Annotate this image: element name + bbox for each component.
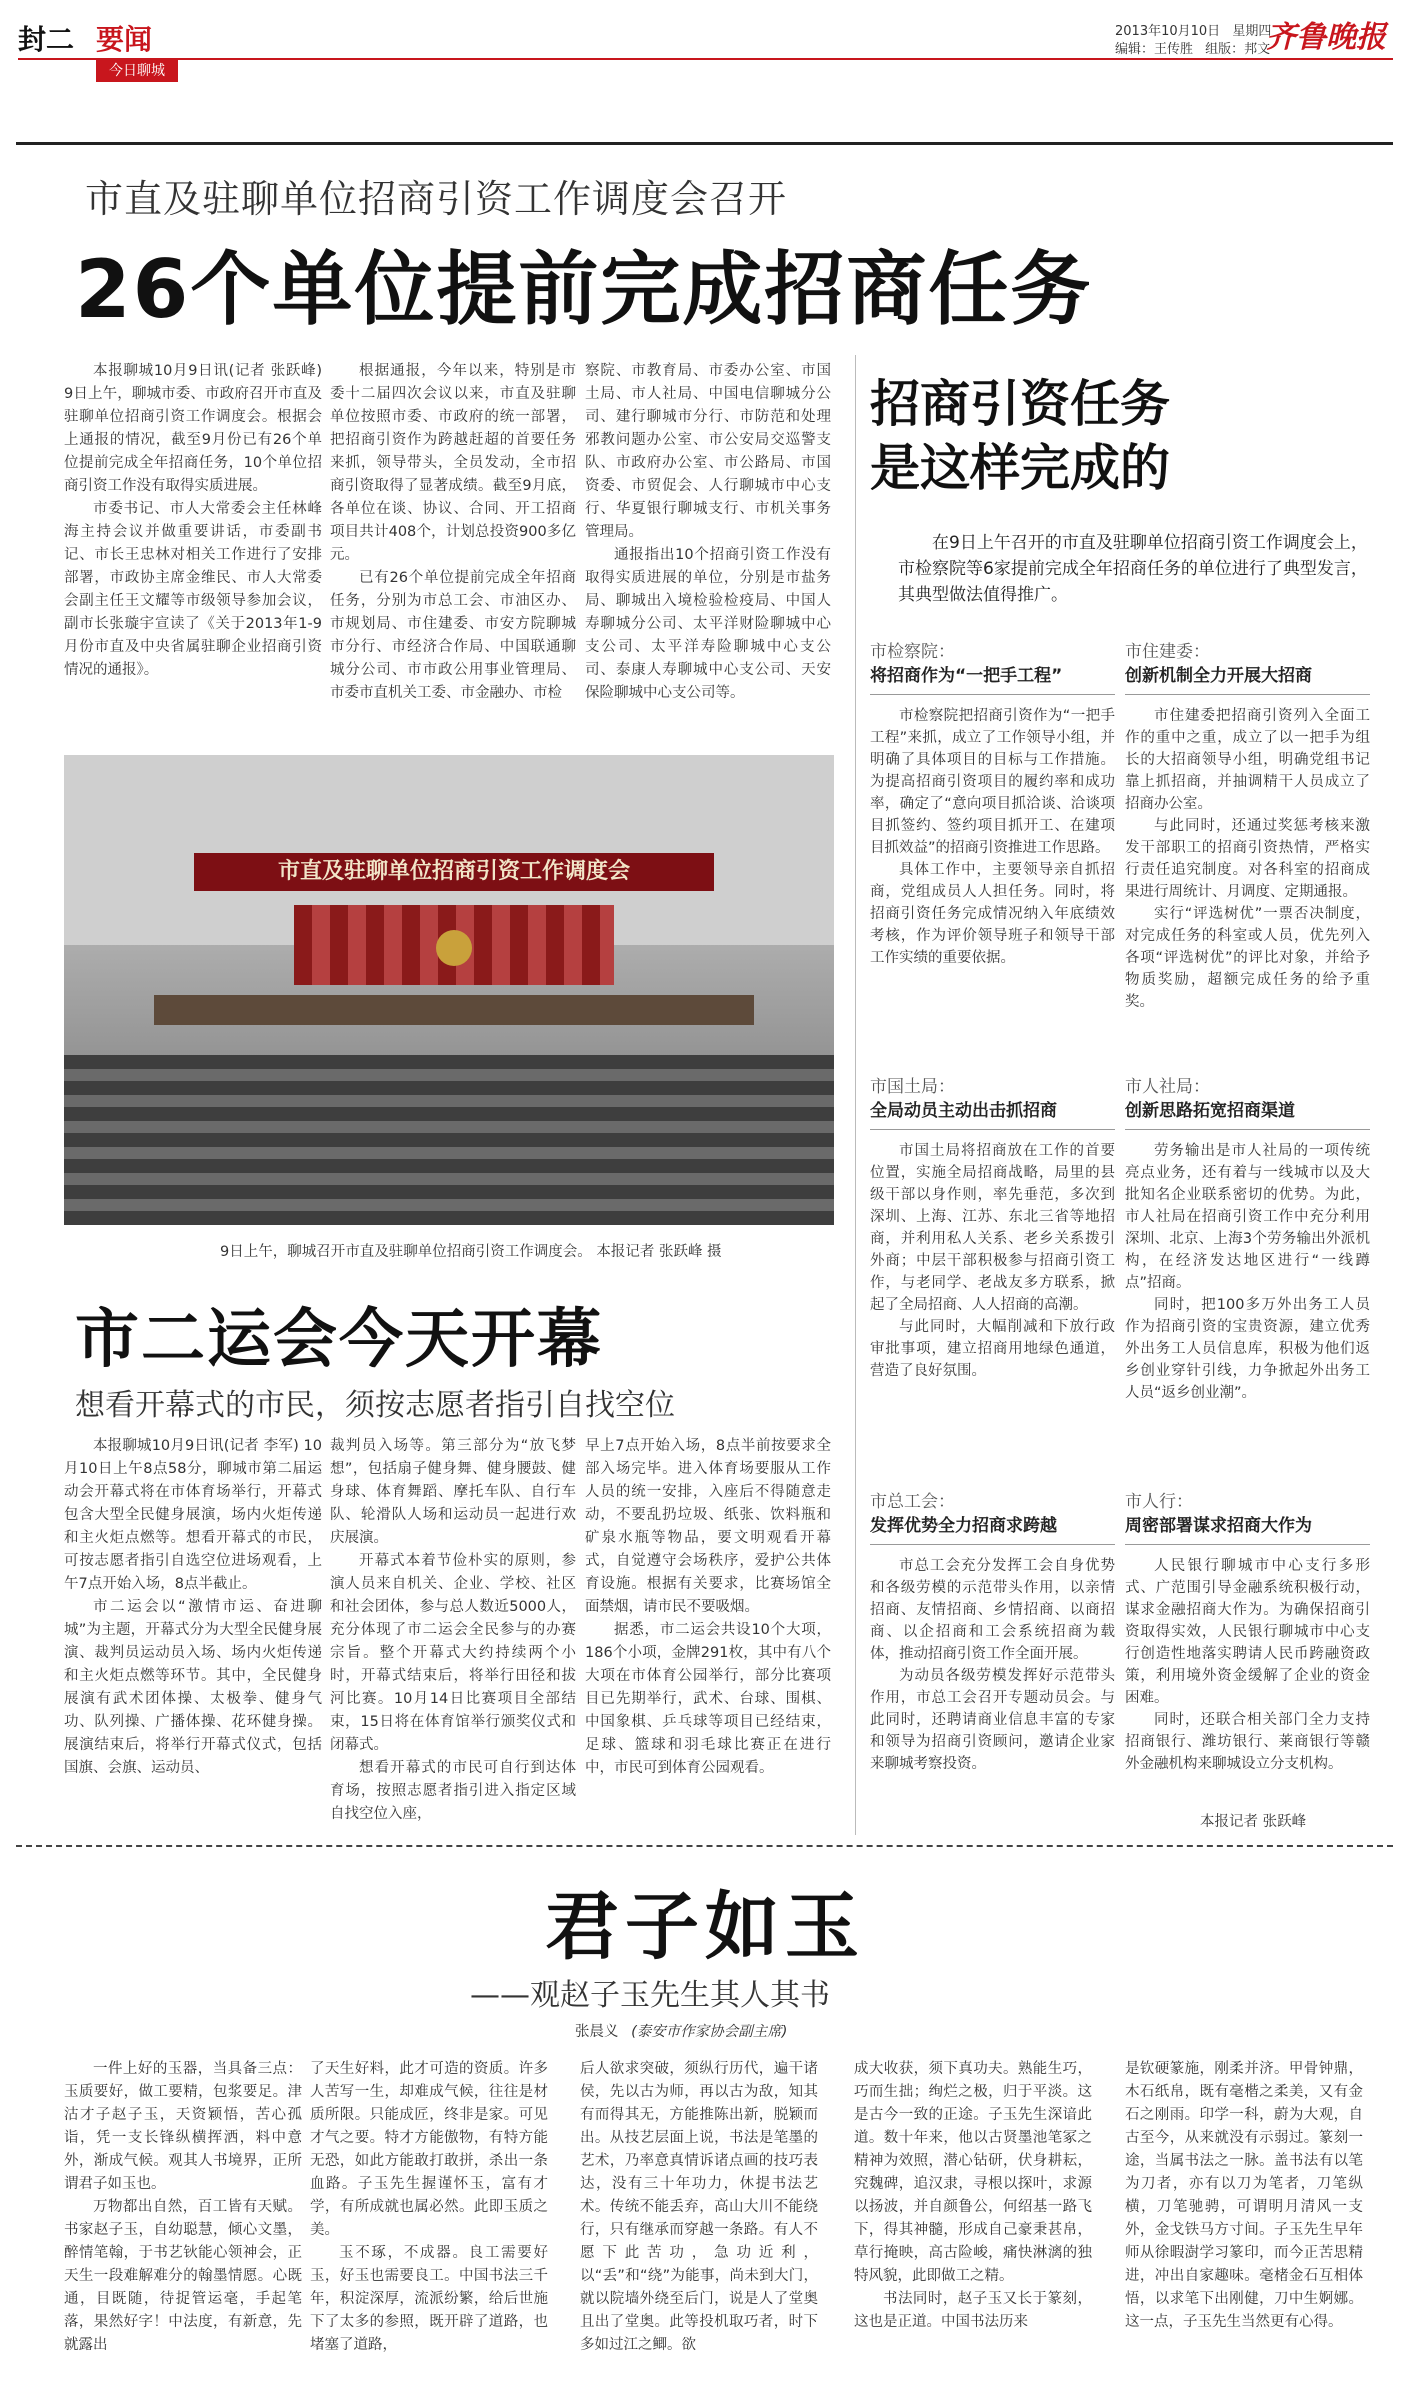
sidebar-item-hr xyxy=(1125,1075,1370,1480)
sidebar-item-union xyxy=(870,1490,1115,1835)
paragraph: 玉不琢，不成器。良工需要好玉，好玉也需要良工。中国书法三千年，积淀深厚，流派纷繁，给后世施下了太多的参照，既开辟了道路，也堵塞了道路， xyxy=(310,2245,548,2353)
author-name: 张晨义 xyxy=(575,2024,619,2040)
paragraph: 市二运会以“激情市运、奋进聊城”为主题，开幕式分为大型全民健身展演、裁判员运动员入场、场内火炬传递和主火炬点燃等环节。其中，全民健身展演有武术团体操、太极拳、健身气功、队列操、广播体操、花环健身操。展演结束后，将举行开幕式仪式，包括国旗、会旗、运动员、 xyxy=(64,1599,322,1776)
article3-column-4 xyxy=(854,2058,1092,2376)
article3-column-2 xyxy=(310,2058,548,2376)
paragraph: 是钦硬篆施，刚柔并济。甲骨钟鼎，木石纸帛，既有毫楷之柔美，又有金石之刚雨。印学一科，蔚为大观，自古至今，从来就没有示弱过。篆刻一途，当属书法之一脉。盖书法有以笔为刀者，亦有以刀为笔者，刀笔纵横，刀笔驰骋，可谓明月清风一支外，金戈铁马方寸间。子玉先生早年师从徐暇澍学习篆印，而今正苦思精进，冲出自家趣味。毫楮金石互相体悟，以求笔下出刚健，刀中生婀娜。这一点，子玉先生当然更有心得。 xyxy=(1125,2061,1363,2330)
paragraph: 万物都出自然，百工皆有天赋。书家赵子玉，自幼聪慧，倾心文墨，醉情笔翰，于书艺钬能心领神会，正天生一段难解难分的翰墨情愿。心既通，目既随，待捉管运毫，手起笔落，果然好字！中法度，有新意，先就露出 xyxy=(64,2199,302,2353)
article2-column-3 xyxy=(585,1435,831,1835)
article2-headline: 市二运会今天开幕 xyxy=(75,1303,603,1377)
paragraph: 裁判员入场等。第三部分为“放飞梦想”，包括扇子健身舞、健身腰鼓、健身球、体育舞蹈、摩托车队、自行车队、轮滑队人场和运动员一起进行欢庆展演。 xyxy=(330,1438,576,1546)
sidebar-item-pboc xyxy=(1125,1490,1370,1810)
brand-logo: 齐鲁晚报 xyxy=(1266,20,1386,55)
paragraph: 与此同时，还通过奖惩考核来激发干部职工的招商引资热情，严格实行责任追究制度。对各科室的招商成果进行周统计、月调度、定期通报。 xyxy=(1125,818,1370,900)
paragraph: 市检察院把招商引资作为“一把手工程”来抓，成立了工作领导小组，并明确了具体项目的目标与工作措施。为提高招商引资项目的履约率和成功率，确定了“意向项目抓洽谈、洽谈项目抓签约、签约项目抓开工、在建项目抓效益”的招商引资推进工作思路。 xyxy=(870,708,1115,856)
paragraph: 后人欲求突破，须纵行历代，遍干诸侯，先以古为师，再以古为敌，知其有而得其无，方能推陈出新，脱颖而出。从技艺层面上说，书法是笔墨的艺术，乃率意真情诉诸点画的技巧表达，没有三十年功力，休提书法艺术。传统不能丢弃，高山大川不能绕行，只有继承而穿越一条路。有人不愿下此苦功，急功近利，以“丢”和“绕”为能事，尚未到大门，就以院墙外绕至后门，说是人了堂奥且出了堂奥。此等投机取巧者，时下多如过江之鲫。欲 xyxy=(580,2061,818,2353)
paragraph: 同时，把100多万外出务工人员作为招商引资的宝贵资源，建立优秀外出务工人员信息库，积极为他们返乡创业穿针引线，力争掀起外出务工人员“返乡创业潮”。 xyxy=(1125,1297,1370,1401)
article2-column-2 xyxy=(330,1435,576,1835)
sidebar-item-title: 创新机制全力开展大招商 xyxy=(1125,664,1370,695)
sidebar-item-unit: 市人行： xyxy=(1125,1492,1193,1512)
section-rule xyxy=(18,58,1393,60)
paragraph: 通报指出10个招商引资工作没有取得实质进展的单位，分别是市盐务局、聊城出入境检验检疫局、中国人寿聊城分公司、太平洋财险聊城中心支公司、太平洋寿险聊城中心支公司、泰康人寿聊城中心支公司、天安保险聊城中心支公司等。 xyxy=(585,547,831,701)
page-header xyxy=(0,0,1409,80)
podium xyxy=(154,995,754,1025)
paragraph: 成大收获，须下真功夫。熟能生巧，巧而生拙；绚烂之极，归于平淡。这是古今一致的正途。子玉先生深谙此道。数十年来，他以古贤墨池笔冢之精神为效照，潜心钻研，伏身耕耘，究魏碑，追汉隶，寻根以探叶，求源以扬波，并自颜鲁公，何绍基一路飞下，得其神髓，形成自己豪秉甚帛，草行掩映，高古险峻，痛快淋漓的独特风貌，此即做工之精。 xyxy=(854,2061,1092,2284)
layout-text: 组版：邦文 xyxy=(1205,42,1271,57)
article3-headline: 君子如玉 xyxy=(545,1884,865,1970)
article1-column-1 xyxy=(64,360,322,705)
audience xyxy=(64,1055,834,1225)
top-rule xyxy=(16,142,1393,145)
conference-photo xyxy=(64,755,834,1225)
author-title: (泰安市作家协会副主席) xyxy=(631,2024,788,2040)
paragraph: 人民银行聊城市中心支行多形式、广范围引导金融系统积极行动，谋求金融招商大作为。为确保招商引资取得实效，人民银行聊城市中心支行创造性地落实聘请人民币跨融资政策，利用境外资金缓解了企业的资金困难。 xyxy=(1125,1558,1370,1706)
sidebar-item-unit: 市住建委： xyxy=(1125,642,1210,662)
sidebar-item-unit: 市检察院： xyxy=(870,642,955,662)
paragraph: 据悉，市二运会共设10个大项，186个小项，金牌291枚，其中有八个大项在市体育公园举行，部分比赛项目已先期举行，武术、台球、围棋、中国象棋、乒乓球等项目已经结束，足球、篮球和羽毛球比赛正在进行中，市民可到体育公园观看。 xyxy=(585,1622,831,1776)
article1-kicker: 市直及驻聊单位招商引资工作调度会召开 xyxy=(85,177,788,221)
emblem-icon xyxy=(436,930,472,966)
paragraph: 市国土局将招商放在工作的首要位置，实施全局招商战略，局里的县级干部以身作则，率先垂范，多次到深圳、上海、江苏、东北三省等地招商，并利用私人关系、老乡关系拨引外商；中层干部积极参与招商引资工作，与老同学、老战友多方联系，掀起了全局招商、人人招商的高潮。 xyxy=(870,1143,1115,1313)
sidebar-item-unit: 市人社局： xyxy=(1125,1077,1210,1097)
paragraph: 早上7点开始入场，8点半前按要求全部入场完毕。进入体育场要服从工作人员的统一安排，入座后不得随意走动，不要乱扔垃圾、纸张、饮料瓶和矿泉水瓶等物品，要文明观看开幕式，自觉遵守会场秩序，爱护公共体育设施。根据有关要求，比赛场馆全面禁烟，请市民不要吸烟。 xyxy=(585,1438,831,1615)
editor-text: 编辑：王传胜 xyxy=(1115,42,1194,57)
sidebar-item-land xyxy=(870,1075,1115,1480)
photo-caption: 9日上午，聊城召开市直及驻聊单位招商引资工作调度会。 本报记者 张跃峰 摄 xyxy=(220,1244,722,1260)
subsection-tag: 今日聊城 xyxy=(96,60,178,82)
date-text: 2013年10月10日 xyxy=(1115,24,1221,39)
article3-subhead: ——观赵子玉先生其人其书 xyxy=(470,1978,830,2013)
weekday-text: 星期四 xyxy=(1232,24,1272,39)
article1-column-2 xyxy=(330,360,576,705)
sidebar-item-housing xyxy=(1125,640,1370,1060)
sidebar-title-line2: 是这样完成的 xyxy=(870,439,1170,497)
sidebar-title xyxy=(870,372,1170,500)
sidebar-signature: 本报记者 张跃峰 xyxy=(1200,1814,1307,1830)
paragraph: 察院、市教育局、市委办公室、市国土局、市人社局、中国电信聊城分公司、建行聊城市分行、市防范和处理邪教问题办公室、市公安局交巡警支队、市政府办公室、市公路局、市国资委、市贸促会、人行聊城市中心支行、华夏银行聊城支行、市机关事务管理局。 xyxy=(585,363,831,540)
article1-headline: 26个单位提前完成招商任务 xyxy=(75,243,1093,336)
paragraph: 同时，还联合相关部门全力支持招商银行、潍坊银行、莱商银行等赣外金融机构来聊城设立分支机构。 xyxy=(1125,1712,1370,1772)
article3-byline xyxy=(575,2020,787,2041)
paragraph: 想看开幕式的市民可自行到达体育场，按照志愿者指引进入指定区域自找空位入座， xyxy=(330,1760,576,1822)
sidebar-item-procuratorate xyxy=(870,640,1115,1060)
article2-subhead: 想看开幕式的市民，须按志愿者指引自找空位 xyxy=(75,1388,675,1423)
sidebar-item-title: 发挥优势全力招商求跨越 xyxy=(870,1514,1115,1545)
photo-banner: 市直及驻聊单位招商引资工作调度会 xyxy=(194,853,714,891)
article2-column-1 xyxy=(64,1435,322,1835)
article1-column-3 xyxy=(585,360,831,705)
paragraph: 了天生好料，此才可造的资质。许多人苦写一生，却难成气候，往往是材质所限。只能成匠，终非是家。可见才气之要。特才方能傲物，有特方能无恐，如此方能敢打敢拼，杀出一条血路。子玉先生握谨怀玉，富有才学，有所成就也属必然。此即玉质之美。 xyxy=(310,2061,548,2238)
paragraph: 书法同时，赵子玉又长于篆刻，这也是正道。中国书法历来 xyxy=(854,2291,1092,2330)
paragraph: 市总工会充分发挥工会自身优势和各级劳模的示范带头作用，以亲情招商、友情招商、乡情招商、以商招商、以企招商和工会系统招商为载体，推动招商引资工作全面开展。 xyxy=(870,1558,1115,1662)
sidebar-intro: 在9日上午召开的市直及驻聊单位招商引资工作调度会上，市检察院等6家提前完成全年招商任务的单位进行了典型发言，其典型做法值得推广。 xyxy=(898,533,1368,605)
section-name: 要闻 xyxy=(96,23,153,56)
sidebar-item-unit: 市总工会： xyxy=(870,1492,955,1512)
header-date xyxy=(1115,20,1271,39)
paragraph: 根据通报，今年以来，特别是市委十二届四次会议以来，市直及驻聊单位按照市委、市政府的统一部署，把招商引资作为跨越赶超的首要任务来抓，领导带头，全员发动，全市招商引资取得了显著成绩。截至9月底，各单位在谈、协议、合同、开工招商项目共计408个，计划总投资900多亿元。 xyxy=(330,363,576,563)
paragraph: 一件上好的玉器，当具备三点：玉质要好，做工要精，包浆要足。津沽才子赵子玉，天资颖悟，苦心孤诣，凭一支长锋纵横挥洒，料中意外，渐成气候。观其人书境界，正所谓君子如玉也。 xyxy=(64,2061,302,2192)
article3-column-1 xyxy=(64,2058,302,2376)
paragraph: 劳务输出是市人社局的一项传统亮点业务，还有着与一线城市以及大批知名企业联系密切的优势。为此，市人社局在招商引资工作中充分利用深圳、北京、上海3个劳务输出外派机构，在经济发达地区进行“一线蹲点”招商。 xyxy=(1125,1143,1370,1291)
paragraph: 市委书记、市人大常委会主任林峰海主持会议并做重要讲话，市委副书记、市长王忠林对相关工作进行了安排部署，市政协主席金维民、市人大常委会副主任王文耀等市级领导参加会议，副市长张璇宇宣读了《关于2013年1-9月份市直及中央省属驻聊企业招商引资情况的通报》。 xyxy=(64,501,322,678)
paragraph: 为动员各级劳模发挥好示范带头作用，市总工会召开专题动员会。与此同时，还聘请商业信息丰富的专家和领导为招商引资顾问，邀请企业家来聊城考察投资。 xyxy=(870,1668,1115,1772)
paragraph: 实行“评选树优”一票否决制度，对完成任务的科室或人员，优先列入各项“评选树优”的评比对象，并给予物质奖励，超额完成任务的给予重奖。 xyxy=(1125,906,1370,1010)
sidebar-item-title: 全局动员主动出击抓招商 xyxy=(870,1099,1115,1130)
sidebar-item-title: 创新思路拓宽招商渠道 xyxy=(1125,1099,1370,1130)
sidebar-item-title: 将招商作为“一把手工程” xyxy=(870,664,1115,695)
paragraph: 与此同时，大幅削减和下放行政审批事项，建立招商用地绿色通道，营造了良好氛围。 xyxy=(870,1319,1115,1379)
article3-column-3 xyxy=(580,2058,818,2376)
header-editor xyxy=(1115,38,1270,57)
page-number: 封二 xyxy=(18,23,75,56)
paragraph: 开幕式本着节俭朴实的原则，参演人员来自机关、企业、学校、社区和社会团体，参与总人数近5000人，充分体现了市二运会全民参与的办赛宗旨。整个开幕式大约持续两个小时，开幕式结束后，将举行田径和拔河比赛。10月14日比赛项目全部结束，15日将在体育馆举行颁奖仪式和闭幕式。 xyxy=(330,1553,576,1753)
section-divider xyxy=(16,1845,1393,1847)
article3-column-5 xyxy=(1125,2058,1363,2376)
paragraph: 已有26个单位提前完成全年招商任务，分别为市总工会、市油区办、市规划局、市住建委、市安方院聊城市分行、市经济合作局、中国联通聊城分公司、市市政公用事业管理局、市委市直机关工委、市金融办、市检 xyxy=(330,570,576,701)
sidebar-item-title: 周密部署谋求招商大作为 xyxy=(1125,1514,1370,1545)
paragraph: 本报聊城10月9日讯(记者 张跃峰) 9日上午，聊城市委、市政府召开市直及驻聊单位招商引资工作调度会。根据会上通报的情况，截至9月份已有26个单位提前完成全年招商任务，10个单位招商引资工作没有取得实质进展。 xyxy=(64,363,322,494)
sidebar-item-unit: 市国土局： xyxy=(870,1077,955,1097)
paragraph: 本报聊城10月9日讯(记者 李军) 10月10日上午8点58分，聊城市第二届运动会开幕式将在市体育场举行，开幕式包含大型全民健身展演，场内火炬传递和主火炬点燃等。想看开幕式的市民，可按志愿者指引自选空位进场观看，上午7点开始入场，8点半截止。 xyxy=(64,1438,322,1592)
paragraph: 具体工作中，主要领导亲自抓招商，党组成员人人担任务。同时，将招商引资任务完成情况纳入年底绩效考核，作为评价领导班子和领导干部工作实绩的重要依据。 xyxy=(870,862,1115,966)
sidebar-title-line1: 招商引资任务 xyxy=(870,375,1170,433)
paragraph: 市住建委把招商引资列入全面工作的重中之重，成立了以一把手为组长的大招商领导小组，明确党组书记靠上抓招商，并抽调精干人员成立了招商办公室。 xyxy=(1125,708,1370,812)
